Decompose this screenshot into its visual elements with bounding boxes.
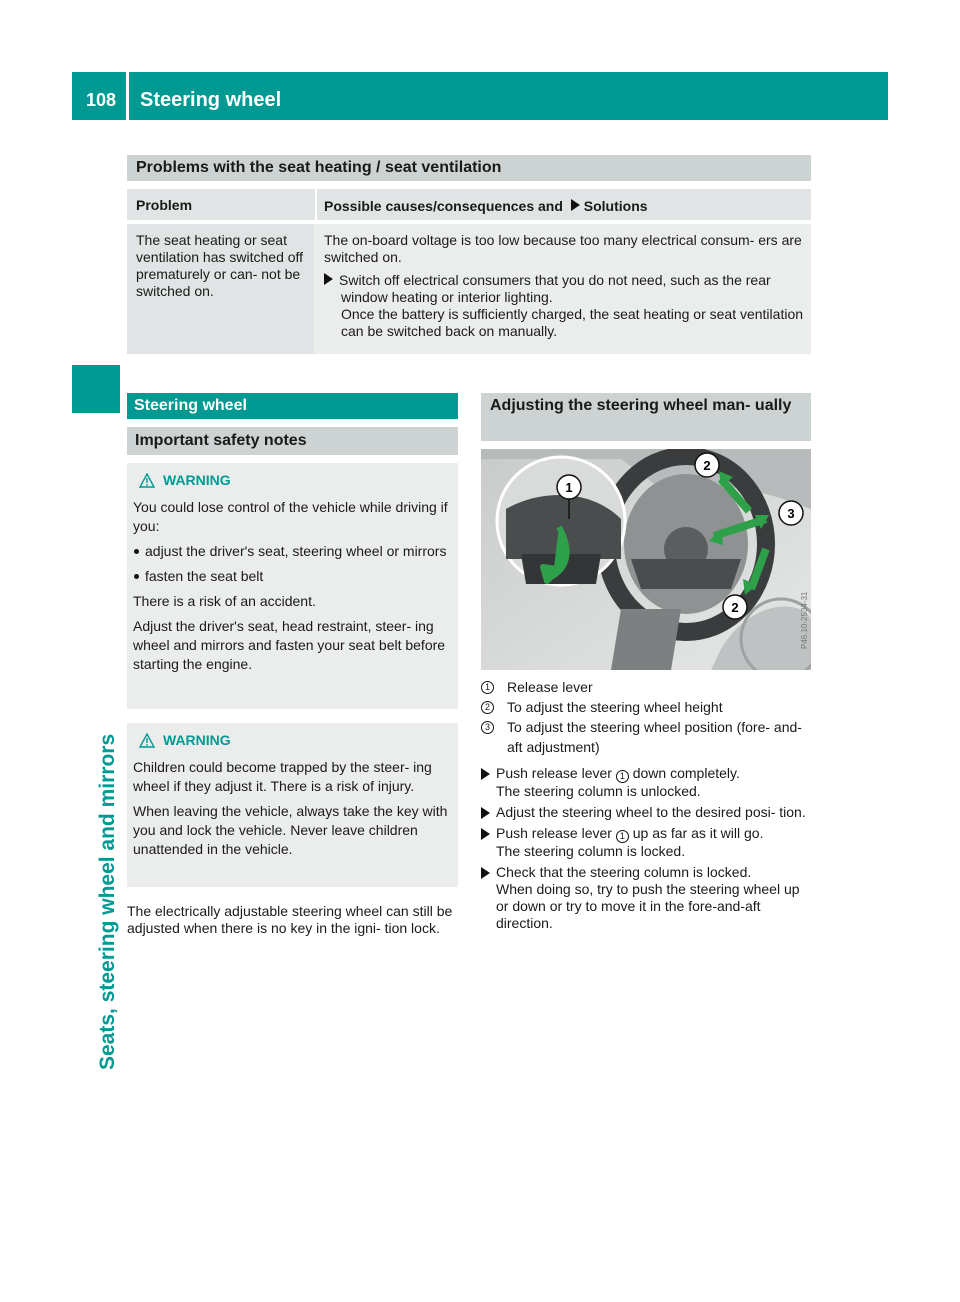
arrow-icon — [324, 273, 333, 285]
column-divider — [315, 189, 317, 220]
arrow-icon — [481, 867, 490, 879]
page-title: Steering wheel — [140, 89, 282, 111]
legend-text: To adjust the steering wheel position (fore- and-aft adjustment) — [507, 719, 802, 755]
warning-title — [139, 731, 450, 750]
instruction-step — [481, 765, 813, 800]
inline-callout: 1 — [616, 830, 629, 843]
legend-number: 3 — [481, 721, 494, 734]
table-title: Problems with the seat heating / seat ventilation — [127, 155, 811, 181]
instruction-step — [481, 864, 813, 932]
step-note: The steering column is unlocked. — [496, 783, 701, 799]
warning-advice: Adjust the driver's seat, head restraint, steer- ing wheel and mirrors and fasten your seat belt before starting the engine. — [133, 618, 446, 672]
step-text-post: up as far as it will go. — [632, 825, 764, 841]
column-header-solutions-suffix: Solutions — [583, 198, 648, 214]
arrow-icon — [571, 199, 580, 211]
step-note: When doing so, try to push the steering wheel up or down or try to move it in the fore-and-aft direction. — [496, 881, 800, 931]
column-header-solutions — [324, 198, 648, 214]
arrow-icon — [481, 807, 490, 819]
arrow-icon — [481, 828, 490, 840]
subsection-title-safety-notes: Important safety notes — [127, 427, 458, 455]
solution-step-text: Switch off electrical consumers that you do not need, such as the rear window heating or interior lighting. — [339, 272, 771, 305]
warning-box-1 — [127, 463, 458, 709]
problem-text: The seat heating or seat ventilation has switched off prematurely or can- not be switched on. — [136, 232, 304, 299]
warning-triangle-icon — [139, 473, 155, 488]
legend-item — [481, 717, 813, 757]
solution-step-note: Once the battery is sufficiently charged, the seat heating or seat ventilation can be switched back on manually. — [341, 306, 804, 339]
warning-bullet: fasten the seat belt — [133, 567, 450, 586]
warning-label: WARNING — [163, 732, 231, 748]
header-divider — [126, 72, 129, 120]
warning-text: Children could become trapped by the steer- ing wheel if they adjust it. There is a risk of injury. — [133, 759, 432, 794]
callout-3: 3 — [787, 506, 795, 521]
step-text: Adjust the steering wheel to the desired posi- tion. — [496, 804, 806, 820]
step-note: The steering column is locked. — [496, 843, 686, 859]
legend-number: 2 — [481, 701, 494, 714]
arrow-icon — [481, 768, 490, 780]
side-tab-marker — [72, 365, 120, 413]
legend-item — [481, 697, 813, 717]
legend-text: To adjust the steering wheel height — [507, 699, 723, 715]
section-title-adjusting: Adjusting the steering wheel man- ually — [481, 393, 811, 441]
warning-title — [139, 471, 450, 490]
step-text-pre: Push release lever — [496, 825, 612, 841]
solution-step — [324, 272, 805, 340]
legend-text: Release lever — [507, 679, 593, 695]
column-header-problem: Problem — [136, 197, 193, 213]
step-text-post: down completely. — [632, 765, 740, 781]
steering-wheel-drawing — [481, 449, 811, 670]
table-header — [127, 189, 811, 220]
body-paragraph: The electrically adjustable steering wheel can still be adjusted when there is no key in the igni- tion lock. — [127, 903, 453, 936]
table-row — [127, 224, 811, 354]
legend-number: 1 — [481, 681, 494, 694]
section-title-steering-wheel: Steering wheel — [127, 393, 458, 419]
instruction-steps — [481, 765, 813, 936]
inline-callout: 1 — [616, 770, 629, 783]
warning-label: WARNING — [163, 472, 231, 488]
warning-triangle-icon — [139, 733, 155, 748]
callout-1: 1 — [565, 480, 573, 495]
figure-legend — [481, 677, 813, 757]
figure-code: P46.10-2534-31 — [800, 591, 809, 649]
warning-bullet: adjust the driver's seat, steering wheel or mirrors — [133, 542, 450, 561]
warning-advice: When leaving the vehicle, always take the key with you and lock the vehicle. Never leave children unattended in the vehicle. — [133, 803, 448, 857]
problem-cell — [127, 224, 314, 354]
warning-risk: There is a risk of an accident. — [133, 593, 316, 609]
solution-cell — [316, 224, 811, 354]
instruction-step — [481, 804, 813, 821]
warning-intro: You could lose control of the vehicle while driving if you: — [133, 499, 448, 534]
callout-2-top: 2 — [703, 458, 711, 473]
cause-text: The on-board voltage is too low because too many electrical consum- ers are switched on. — [324, 232, 802, 265]
step-text-pre: Push release lever — [496, 765, 612, 781]
warning-box-2 — [127, 723, 458, 887]
page-number: 108 — [86, 90, 117, 110]
steering-wheel-illustration — [481, 449, 811, 670]
callout-2-bottom: 2 — [731, 600, 739, 615]
instruction-step — [481, 825, 813, 860]
column-header-solutions-prefix: Possible causes/consequences and — [324, 198, 563, 214]
side-tab-label: Seats, steering wheel and mirrors — [96, 733, 119, 1070]
legend-item — [481, 677, 813, 697]
step-text: Check that the steering column is locked. — [496, 864, 752, 880]
